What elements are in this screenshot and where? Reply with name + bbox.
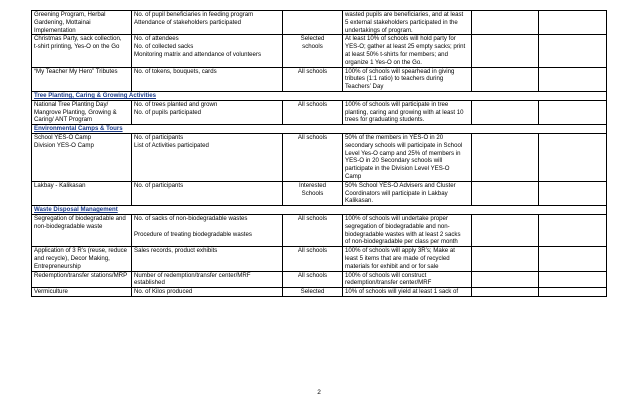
cell-line: 5 external stakeholders participated in the: [345, 18, 458, 26]
cell-line: All schools: [297, 67, 328, 75]
extra-cell-1: [472, 288, 539, 297]
cell-line: [541, 215, 604, 223]
cell-line: t-shirt printing, Yes-O on the Go: [34, 43, 120, 51]
target-cell: [343, 100, 472, 124]
target-cell: [343, 133, 472, 181]
cell-line: 100% of schools will apply 3R’s; Make at: [345, 247, 455, 255]
cell-line: No. of collected sacks: [134, 43, 194, 51]
cell-line: [474, 68, 536, 76]
cell-line: Coordinators will participate in Lakbay: [345, 189, 448, 197]
cell-line: Segregation of biodegradable and: [34, 214, 126, 222]
cell-line: planting, caring and growing with at least 10: [345, 108, 464, 116]
extra-cell-2: [539, 247, 607, 271]
document-page: [31, 10, 606, 297]
extra-cell-2: [539, 288, 607, 297]
cell-line: No. of tokens, bouquets, cards: [134, 67, 217, 75]
indicator-cell: [132, 271, 283, 288]
coverage-cell: [283, 133, 343, 181]
extra-cell-1: [472, 181, 539, 205]
table-row: [32, 214, 607, 246]
cell-line: at least 50% t-shirts for members; and: [345, 50, 448, 58]
cell-line: Christmas Party, sack collection,: [34, 35, 122, 43]
cell-line: Application of 3 R’s (reuse, reduce: [34, 247, 128, 255]
cell-line: Gardening, Mottainai: [34, 18, 91, 26]
cell-line: [541, 288, 604, 296]
cell-line: [541, 101, 604, 109]
cell-line: Redemption/transfer stations/MRP: [34, 271, 128, 279]
cell-line: No. of Kilos produced: [134, 288, 193, 296]
extra-cell-1: [472, 271, 539, 288]
target-cell: [343, 288, 472, 297]
cell-line: No. of attendees: [134, 35, 179, 43]
cell-line: Selected: [300, 35, 325, 43]
cell-line: Vermiculture: [34, 288, 68, 296]
target-cell: [343, 247, 472, 271]
section-header-row: [32, 206, 607, 215]
cell-line: non-biodegradable waste: [34, 222, 103, 230]
cell-line: 10% of schools will yield at least 1 sack of: [345, 288, 459, 296]
activity-cell: [32, 288, 132, 297]
cell-line: All schools: [297, 214, 328, 222]
cell-line: Caring/ ANT Program: [34, 116, 93, 124]
cell-line: [474, 134, 536, 142]
cell-line: No. of pupils participated: [134, 108, 202, 116]
table-row: [32, 100, 607, 124]
section-heading: Waste Disposal Management: [32, 206, 607, 215]
cell-line: [474, 247, 536, 255]
activities-table: [31, 10, 607, 297]
cell-line: [474, 182, 536, 190]
cell-line: [285, 11, 340, 19]
table-row: [32, 133, 607, 181]
coverage-cell: [283, 181, 343, 205]
cell-line: biodegradable wastes with at least 2 sacks: [345, 230, 461, 238]
cell-line: Number of redemption/transfer center/MRF: [134, 271, 251, 279]
activity-cell: [32, 181, 132, 205]
table-row: [32, 35, 607, 67]
cell-line: trees for graduating students.: [345, 116, 425, 124]
cell-line: [541, 11, 604, 19]
cell-line: No. of participants: [134, 181, 184, 189]
cell-line: Entrepreneurship: [34, 262, 81, 270]
section-heading: Environmental Camps & Tours: [32, 125, 607, 134]
cell-line: Level Yes-O camp and 25% of members in: [345, 149, 461, 157]
cell-line: List of Activities participated: [134, 141, 209, 149]
cell-line: No. of pupil beneficiaries in feeding program: [134, 11, 254, 18]
cell-line: 100% of schools will construct: [345, 271, 427, 279]
cell-line: Kalikasan.: [345, 197, 374, 205]
extra-cell-1: [472, 11, 539, 35]
cell-line: [541, 272, 604, 280]
cell-line: 50% of the members in YES-O in 20: [345, 133, 444, 141]
cell-line: [541, 68, 604, 76]
cell-line: School YES-O Camp: [34, 133, 92, 141]
table-row: [32, 67, 607, 91]
indicator-cell: [132, 214, 283, 246]
cell-line: [474, 288, 536, 296]
extra-cell-2: [539, 133, 607, 181]
target-cell: [343, 35, 472, 67]
coverage-cell: [283, 288, 343, 297]
cell-line: Greening Program, Herbal: [34, 11, 106, 18]
section-header-row: [32, 91, 607, 100]
extra-cell-1: [472, 214, 539, 246]
cell-line: Schools: [301, 189, 324, 197]
indicator-cell: [132, 35, 283, 67]
cell-line: secondary schools will participate in School: [345, 141, 463, 149]
target-cell: [343, 214, 472, 246]
cell-line: [541, 247, 604, 255]
cell-line: Implementation: [34, 26, 76, 34]
activity-cell: [32, 133, 132, 181]
cell-line: “My Teacher My Hero” Tributes: [34, 67, 118, 75]
table-row: [32, 271, 607, 288]
cell-line: Attendance of stakeholders participated: [134, 18, 242, 26]
table-row: [32, 181, 607, 205]
cell-line: No. of sacks of non-biodegradable wastes: [134, 214, 248, 222]
cell-line: Monitoring matrix and attendance of volunteers: [134, 50, 262, 58]
table-row: [32, 247, 607, 271]
activity-cell: [32, 214, 132, 246]
cell-line: No. of trees planted and grown: [134, 100, 218, 108]
activity-cell: [32, 100, 132, 124]
indicator-cell: [132, 288, 283, 297]
activity-cell: [32, 67, 132, 91]
cell-line: established: [134, 279, 165, 287]
table-body: [32, 11, 607, 297]
extra-cell-1: [472, 35, 539, 67]
target-cell: [343, 67, 472, 91]
cell-line: 100% of schools will undertake proper: [345, 214, 448, 222]
indicator-cell: [132, 133, 283, 181]
activity-cell: [32, 35, 132, 67]
activity-cell: [32, 247, 132, 271]
cell-line: materials for exhibit and or for sale: [345, 262, 439, 270]
target-cell: [343, 271, 472, 288]
cell-line: YES-O; gather at least 25 empty sacks; print: [345, 43, 466, 51]
cell-line: of non-biodegradable per class per month: [345, 238, 458, 246]
indicator-cell: [132, 181, 283, 205]
coverage-cell: [283, 214, 343, 246]
indicator-cell: [132, 247, 283, 271]
cell-line: 100% of schools will spearhead in giving: [345, 67, 455, 75]
cell-line: [474, 215, 536, 223]
cell-line: 50% School YES-O Advisers and Cluster: [345, 181, 456, 189]
coverage-cell: [283, 35, 343, 67]
cell-line: [541, 35, 604, 43]
extra-cell-2: [539, 100, 607, 124]
cell-line: wasted pupils are beneficiaries, and at least: [345, 11, 464, 18]
table-row: [32, 288, 607, 297]
extra-cell-1: [472, 247, 539, 271]
page-number: 2: [317, 389, 321, 396]
extra-cell-2: [539, 181, 607, 205]
cell-line: Teachers’ Day: [345, 83, 384, 91]
extra-cell-1: [472, 133, 539, 181]
indicator-cell: [132, 11, 283, 35]
cell-line: Procedure of treating biodegradable wastes: [134, 230, 252, 238]
cell-line: 100% of schools will participate in tree: [345, 100, 449, 108]
cell-line: All schools: [297, 100, 328, 108]
activity-cell: [32, 11, 132, 35]
extra-cell-2: [539, 35, 607, 67]
cell-line: Sales records, product exhibits: [134, 247, 218, 255]
cell-line: Mangrove Planting, Growing &: [34, 108, 117, 116]
target-cell: [343, 181, 472, 205]
cell-line: National Tree Planting Day/: [34, 100, 109, 108]
cell-line: At least 10% of schools will hold party for: [345, 35, 456, 43]
cell-line: [541, 134, 604, 142]
cell-line: least 5 items that are made of recycled: [345, 254, 450, 262]
extra-cell-1: [472, 67, 539, 91]
cell-line: [134, 223, 280, 231]
cell-line: Division YES-O Camp: [34, 141, 94, 149]
cell-line: Lakbay - Kalikasan: [34, 181, 86, 189]
cell-line: undertakings of program.: [345, 26, 413, 34]
coverage-cell: [283, 247, 343, 271]
target-cell: [343, 11, 472, 35]
extra-cell-2: [539, 271, 607, 288]
cell-line: [474, 272, 536, 280]
cell-line: segregation of biodegradable and non-: [345, 222, 450, 230]
cell-line: YES-O in 20 Secondary schools will: [345, 157, 443, 165]
extra-cell-2: [539, 214, 607, 246]
extra-cell-1: [472, 100, 539, 124]
activity-cell: [32, 271, 132, 288]
cell-line: participate in the Division Level YES-O: [345, 165, 450, 173]
indicator-cell: [132, 100, 283, 124]
cell-line: [541, 182, 604, 190]
cell-line: All schools: [297, 247, 328, 255]
cell-line: [474, 101, 536, 109]
indicator-cell: [132, 67, 283, 91]
cell-line: No. of participants: [134, 133, 184, 141]
extra-cell-2: [539, 67, 607, 91]
cell-line: tributes (1:1 ratio) to teachers during: [345, 75, 444, 83]
cell-line: organize 1 Yes-O on the Go.: [345, 58, 422, 66]
cell-line: Interested: [298, 181, 327, 189]
cell-line: All schools: [297, 133, 328, 141]
coverage-cell: [283, 100, 343, 124]
section-header-row: [32, 125, 607, 134]
cell-line: All schools: [297, 271, 328, 279]
cell-line: [474, 11, 536, 19]
cell-line: Camp: [345, 172, 362, 180]
coverage-cell: [283, 11, 343, 35]
section-heading: Tree Planting, Caring & Growing Activities: [32, 91, 607, 100]
cell-line: schools: [302, 43, 323, 51]
extra-cell-2: [539, 11, 607, 35]
table-row: [32, 11, 607, 35]
cell-line: and recycle), Decor Making,: [34, 254, 110, 262]
cell-line: Selected: [300, 288, 325, 296]
cell-line: redemption/transfer center/MRF: [345, 279, 432, 287]
coverage-cell: [283, 67, 343, 91]
coverage-cell: [283, 271, 343, 288]
cell-line: [474, 35, 536, 43]
